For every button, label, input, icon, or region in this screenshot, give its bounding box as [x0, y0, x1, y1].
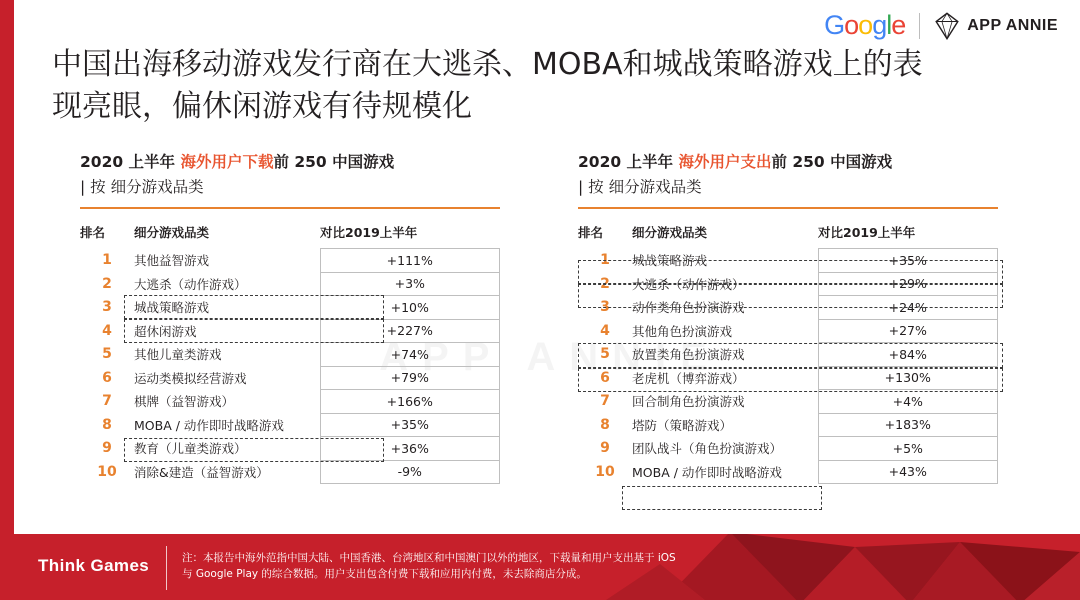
cell-rank: 6	[600, 369, 610, 386]
logo-divider	[919, 13, 920, 39]
cell-category: 城战策略游戏	[632, 253, 708, 269]
cell-change: +29%	[818, 272, 998, 296]
panel-downloads-head-highlight: 海外用户下载	[180, 153, 274, 171]
cell-category: 城战策略游戏	[134, 300, 210, 316]
google-letter-o1: o	[844, 10, 859, 40]
table-row	[80, 296, 500, 320]
table-row	[80, 366, 500, 390]
cell-change: +111%	[320, 249, 500, 273]
google-letter-g2: g	[872, 10, 887, 40]
cell-category: 消除&建造（益智游戏）	[134, 464, 269, 480]
highlight-box-right-row10	[622, 486, 822, 510]
table-revenue-header-row	[578, 223, 998, 249]
panel-revenue-head-post: 前 250 中国游戏	[771, 153, 893, 171]
cell-change: +24%	[818, 296, 998, 320]
cell-category: 放置类角色扮演游戏	[632, 347, 745, 363]
table-row	[578, 413, 998, 437]
footer-brand: Think Games	[38, 556, 150, 575]
panel-revenue-head-line2: | 按 细分游戏品类	[578, 178, 702, 196]
cell-category: 大逃杀（动作游戏）	[134, 276, 247, 292]
table-row	[578, 366, 998, 390]
cell-category: 团队战斗（角色扮演游戏）	[632, 441, 783, 457]
cell-rank: 3	[102, 299, 112, 316]
cell-change: +36%	[320, 437, 500, 461]
cell-category: 超休闲游戏	[134, 323, 197, 339]
panel-revenue-rule	[578, 207, 998, 209]
footer	[0, 534, 1080, 600]
app-annie-label: APP ANNIE	[967, 16, 1058, 34]
app-annie-logo	[934, 12, 1058, 40]
cell-change: +5%	[818, 437, 998, 461]
panel-revenue-head-highlight: 海外用户支出	[678, 153, 772, 171]
col-rank: 排名	[80, 225, 106, 241]
table-row	[578, 390, 998, 414]
cell-category: 老虎机（博弈游戏）	[632, 370, 745, 386]
cell-change: +166%	[320, 390, 500, 414]
table-row	[578, 296, 998, 320]
col-change: 对比2019上半年	[320, 225, 418, 240]
google-letter-o2: o	[858, 10, 873, 40]
cell-change: +227%	[320, 319, 500, 343]
col-change: 对比2019上半年	[818, 225, 916, 240]
cell-rank: 7	[102, 393, 112, 410]
cell-rank: 6	[102, 369, 112, 386]
cell-change: +43%	[818, 460, 998, 484]
table-row	[578, 249, 998, 273]
cell-rank: 4	[600, 322, 610, 339]
panel-revenue-heading	[578, 150, 998, 200]
diamond-icon	[934, 12, 960, 40]
cell-rank: 8	[600, 416, 610, 433]
table-row	[578, 319, 998, 343]
table-row	[80, 413, 500, 437]
table-downloads-header-row	[80, 223, 500, 249]
table-row	[80, 319, 500, 343]
cell-change: +3%	[320, 272, 500, 296]
cell-rank: 9	[600, 440, 610, 457]
panel-downloads-rule	[80, 207, 500, 209]
google-logo	[824, 10, 905, 41]
google-letter-g: G	[824, 10, 845, 40]
cell-rank: 1	[600, 252, 610, 269]
cell-rank: 8	[102, 416, 112, 433]
cell-rank: 5	[102, 346, 112, 363]
table-downloads	[80, 223, 500, 484]
table-row	[80, 437, 500, 461]
table-row	[80, 343, 500, 367]
col-category: 细分游戏品类	[134, 225, 210, 241]
google-letter-e: e	[891, 10, 906, 40]
cell-change: +27%	[818, 319, 998, 343]
cell-category: 塔防（策略游戏）	[632, 417, 733, 433]
cell-category: MOBA / 动作即时战略游戏	[134, 417, 284, 433]
cell-category: MOBA / 动作即时战略游戏	[632, 464, 782, 480]
footer-divider	[166, 546, 167, 590]
panel-revenue	[578, 150, 998, 484]
cell-rank: 10	[595, 463, 615, 480]
cell-category: 其他儿童类游戏	[134, 347, 222, 363]
cell-change: +84%	[818, 343, 998, 367]
panel-downloads-head-post: 前 250 中国游戏	[273, 153, 395, 171]
cell-rank: 7	[600, 393, 610, 410]
cell-rank: 3	[600, 299, 610, 316]
cell-rank: 9	[102, 440, 112, 457]
panel-revenue-head-pre: 2020 上半年	[578, 153, 679, 171]
panel-downloads-head-line2: | 按 细分游戏品类	[80, 178, 204, 196]
cell-category: 教育（儿童类游戏）	[134, 441, 247, 457]
table-revenue	[578, 223, 998, 484]
table-row	[80, 249, 500, 273]
cell-category: 大逃杀（动作游戏）	[632, 276, 745, 292]
cell-category: 棋牌（益智游戏）	[134, 394, 235, 410]
table-row	[578, 272, 998, 296]
cell-category: 其他角色扮演游戏	[632, 323, 733, 339]
footer-note-line2: 与 Google Play 的综合数据。用户支出包含付费下载和应用内付费，未去除商店分成。	[182, 568, 587, 580]
cell-change: -9%	[320, 460, 500, 484]
cell-rank: 2	[102, 275, 112, 292]
panel-downloads	[80, 150, 500, 484]
col-rank: 排名	[578, 225, 604, 241]
panel-downloads-heading	[80, 150, 500, 200]
page-title: 中国出海移动游戏发行商在大逃杀、MOBA和城战策略游戏上的表现亮眼，偏休闲游戏有待规模化	[52, 47, 923, 124]
panel-downloads-head-pre: 2020 上半年	[80, 153, 181, 171]
table-row	[80, 272, 500, 296]
cell-rank: 4	[102, 322, 112, 339]
cell-category: 其他益智游戏	[134, 253, 210, 269]
cell-change: +79%	[320, 366, 500, 390]
table-row	[578, 343, 998, 367]
cell-category: 运动类模拟经营游戏	[134, 370, 247, 386]
cell-rank: 5	[600, 346, 610, 363]
footer-note-line1: 注：本报告中海外范指中国大陆、中国香港、台湾地区和中国澳门以外的地区，下载量和用户支出基于 iOS	[182, 552, 676, 564]
cell-change: +130%	[818, 366, 998, 390]
cell-change: +4%	[818, 390, 998, 414]
cell-change: +74%	[320, 343, 500, 367]
cell-change: +183%	[818, 413, 998, 437]
cell-rank: 2	[600, 275, 610, 292]
cell-rank: 1	[102, 252, 112, 269]
cell-rank: 10	[97, 463, 117, 480]
table-row	[578, 460, 998, 484]
col-category: 细分游戏品类	[632, 225, 708, 241]
cell-change: +35%	[818, 249, 998, 273]
footer-note	[182, 550, 782, 582]
table-row	[80, 390, 500, 414]
cell-change: +35%	[320, 413, 500, 437]
cell-change: +10%	[320, 296, 500, 320]
left-accent-bar	[0, 0, 14, 600]
google-letter-l: l	[886, 10, 892, 40]
table-row	[578, 437, 998, 461]
cell-category: 动作类角色扮演游戏	[632, 300, 745, 316]
cell-category: 回合制角色扮演游戏	[632, 394, 745, 410]
header-logos	[824, 10, 1058, 41]
table-row	[80, 460, 500, 484]
